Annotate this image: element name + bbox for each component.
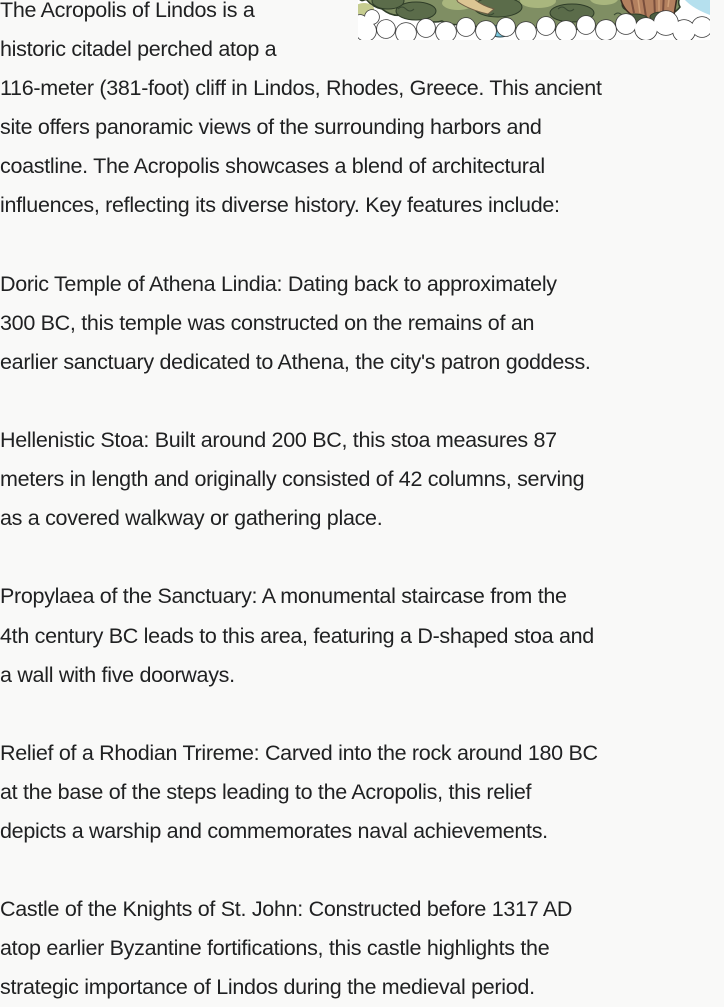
text-line: site offers panoramic views of the surrounding harbors and xyxy=(0,115,542,140)
text-line: meters in length and originally consisted of 42 columns, serving xyxy=(0,467,585,492)
text-line: historic citadel perched atop a xyxy=(0,37,277,62)
text-line: Hellenistic Stoa: Built around 200 BC, this stoa measures 87 xyxy=(0,428,557,453)
text-line: 4th century BC leads to this area, featuring a D-shaped stoa and xyxy=(0,623,594,648)
text-line: coastline. The Acropolis showcases a blend of architectural xyxy=(0,154,545,179)
paragraph xyxy=(0,734,724,851)
text-line: a wall with five doorways. xyxy=(0,662,235,687)
paragraph xyxy=(0,577,724,694)
text-line: 300 BC, this temple was constructed on the remains of an xyxy=(0,310,535,335)
paragraph xyxy=(0,265,724,382)
paragraph xyxy=(0,890,724,1007)
text-line: strategic importance of Lindos during the medieval period. xyxy=(0,975,535,1000)
paragraph xyxy=(0,0,724,226)
text-line: Relief of a Rhodian Trireme: Carved into the rock around 180 BC xyxy=(0,740,598,765)
text-line: Castle of the Knights of St. John: Constructed before 1317 AD xyxy=(0,897,573,922)
text-line: Propylaea of the Sanctuary: A monumental staircase from the xyxy=(0,584,567,609)
text-line: atop earlier Byzantine fortifications, this castle highlights the xyxy=(0,936,550,961)
text-line: The Acropolis of Lindos is a xyxy=(0,0,255,22)
text-line: 116-meter (381-foot) cliff in Lindos, Rhodes, Greece. This ancient xyxy=(0,76,602,101)
text-line: as a covered walkway or gathering place. xyxy=(0,506,383,531)
text-line: depicts a warship and commemorates naval achievements. xyxy=(0,818,548,843)
text-line: at the base of the steps leading to the Acropolis, this relief xyxy=(0,779,532,804)
paragraph xyxy=(0,421,724,538)
text-line: influences, reflecting its diverse history. Key features include: xyxy=(0,193,560,218)
text-line: earlier sanctuary dedicated to Athena, the city's patron goddess. xyxy=(0,349,591,374)
text-line: Doric Temple of Athena Lindia: Dating back to approximately xyxy=(0,271,557,296)
